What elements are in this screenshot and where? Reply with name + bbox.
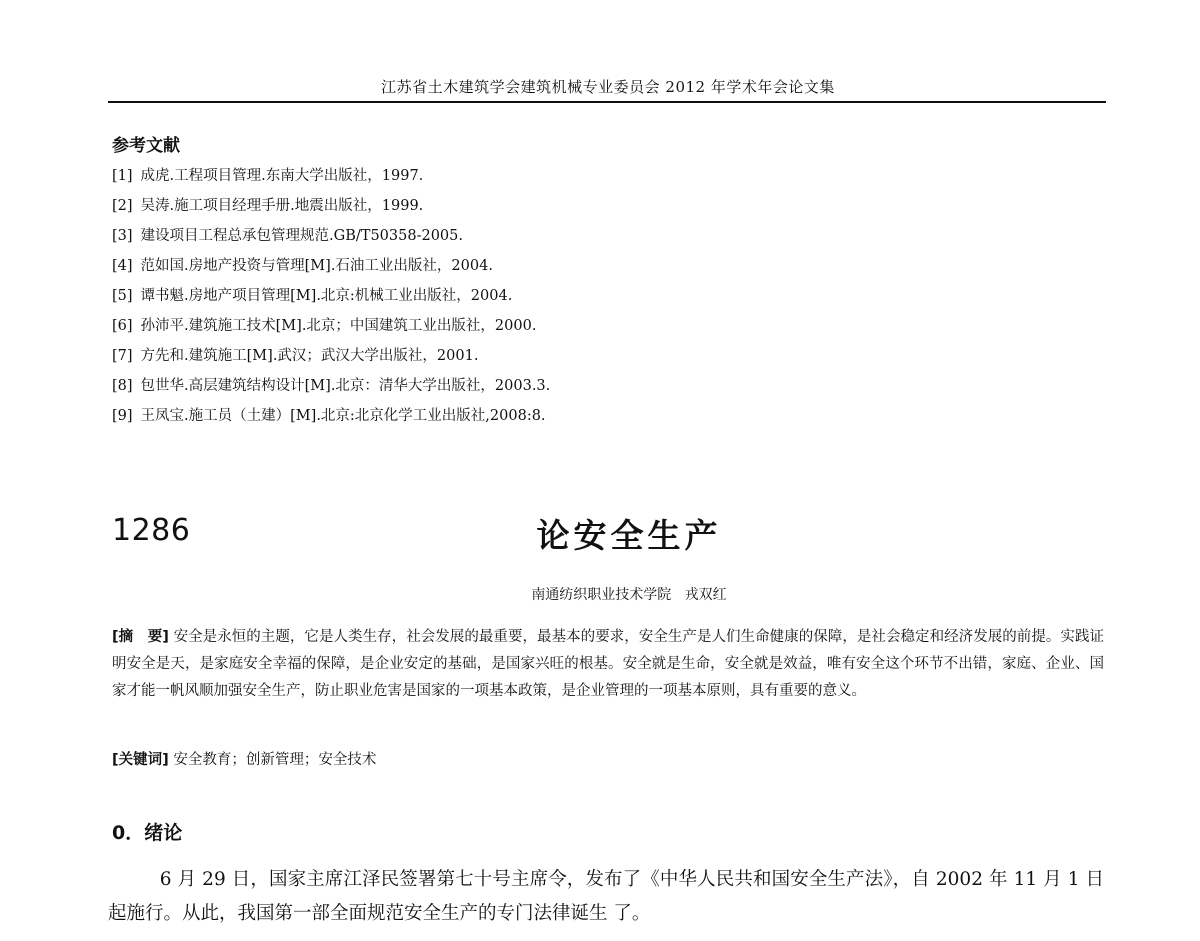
reference-text: 谭书魁.房地产项目管理[M].北京:机械工业出版社，2004. [140, 288, 513, 304]
reference-item [112, 284, 550, 314]
intro-paragraph: 6 月 29 日，国家主席江泽民签署第七十号主席令，发布了《中华人民共和国安全生产法》，自 2002 年 11 月 1 日起施行。从此，我国第一部全面规范安全生产的专门法律诞生 了。 [108, 869, 1104, 924]
paper-title: 论安全生产 [536, 516, 722, 555]
references-heading: 参考文献 [112, 136, 180, 156]
reference-item [112, 194, 550, 224]
keywords [112, 747, 376, 774]
author-affiliation: 南通纺织职业技术学院 戎双红 [531, 587, 727, 603]
reference-text: 方先和.建筑施工[M].武汉；武汉大学出版社，2001. [140, 348, 479, 364]
reference-item [112, 374, 550, 404]
reference-number: [1] [112, 168, 133, 184]
reference-text: 孙沛平.建筑施工技术[M].北京；中国建筑工业出版社，2000. [140, 318, 537, 334]
reference-number: [6] [112, 318, 133, 334]
reference-number: [7] [112, 348, 133, 364]
intro-heading: 0．绪论 [112, 822, 183, 844]
reference-number: [8] [112, 378, 133, 394]
reference-text: 范如国.房地产投资与管理[M].石油工业出版社，2004. [140, 258, 493, 274]
reference-text: 建设项目工程总承包管理规范.GB/T50358-2005. [140, 228, 463, 244]
keywords-label: [关键词] [112, 752, 169, 768]
reference-item [112, 164, 550, 194]
reference-list [112, 164, 550, 434]
reference-item [112, 254, 550, 284]
reference-number: [9] [112, 408, 133, 424]
reference-item [112, 224, 550, 254]
reference-number: [2] [112, 198, 133, 214]
running-header: 江苏省土木建筑学会建筑机械专业委员会 2012 年学术年会论文集 [381, 78, 835, 96]
reference-number: [3] [112, 228, 133, 244]
reference-number: [5] [112, 288, 133, 304]
reference-text: 成虎.工程项目管理.东南大学出版社，1997. [140, 168, 424, 184]
paper-number: 1286 [112, 513, 191, 548]
abstract-label: [摘 要] [112, 629, 169, 645]
reference-item [112, 404, 550, 434]
reference-text: 包世华.高层建筑结构设计[M].北京：清华大学出版社，2003.3. [140, 378, 551, 394]
keywords-text: 安全教育；创新管理；安全技术 [173, 752, 377, 768]
reference-number: [4] [112, 258, 133, 274]
abstract-text: 安全是永恒的主题，它是人类生存，社会发展的最重要，最基本的要求，安全生产是人们生命健康的保障，是社会稳定和经济发展的前提。实践证明安全是天，是家庭安全幸福的保障，是企业安定的基础，是国家兴旺的根基。安全就是生命，安全就是效益，唯有安全这个环节不出错，家庭、企业、国家才能一帆风顺加强安全生产，防止职业危害是国家的一项基本政策，是企业管理的一项基本原则，具有重要的意义。 [112, 629, 1105, 700]
reference-item [112, 314, 550, 344]
abstract [112, 624, 1104, 706]
reference-item [112, 344, 550, 374]
header-divider [108, 101, 1106, 103]
reference-text: 王凤宝.施工员（土建）[M].北京:北京化学工业出版社,2008:8. [140, 408, 546, 424]
reference-text: 吴涛.施工项目经理手册.地震出版社，1999. [140, 198, 424, 214]
